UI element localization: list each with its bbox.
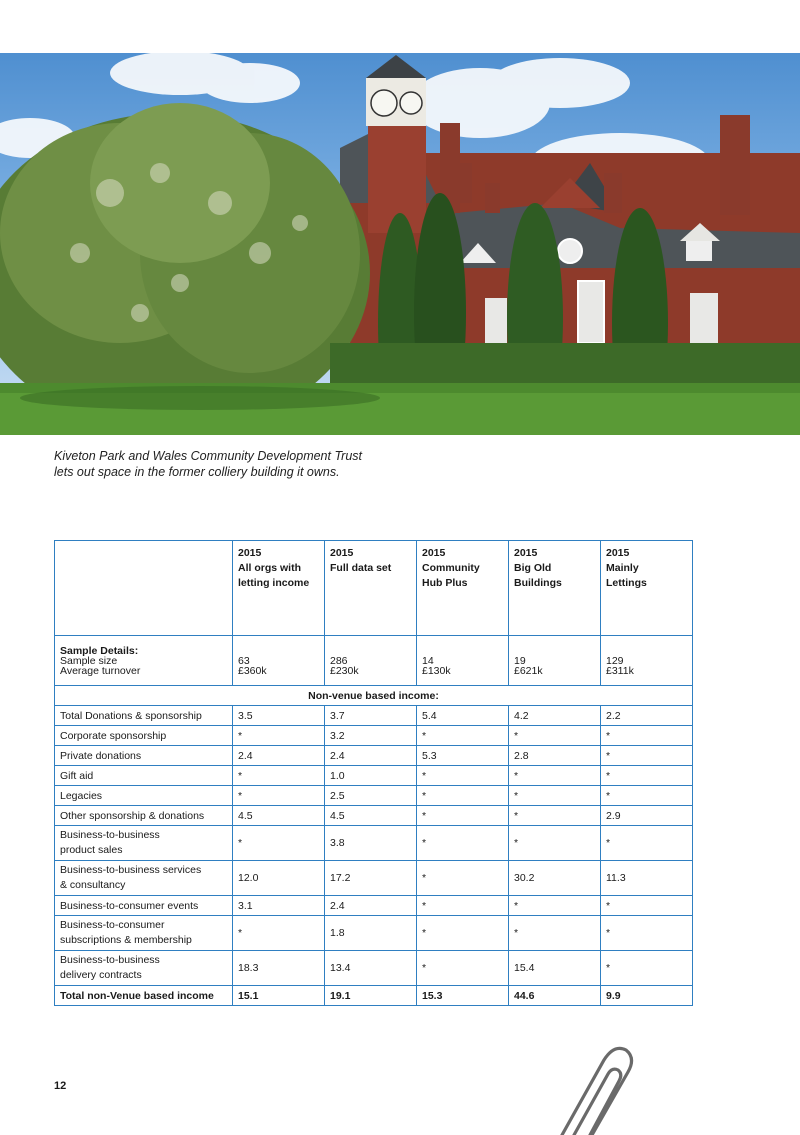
row-value: 3.1: [233, 896, 325, 916]
average-turnover-label: Average turnover: [60, 664, 141, 677]
row-value: *: [509, 826, 601, 861]
column-header: [417, 541, 509, 636]
column-name: Buildings: [514, 577, 562, 589]
row-value: *: [601, 766, 693, 786]
column-header: [233, 541, 325, 636]
column-year: 2015: [514, 547, 538, 559]
table-row: [55, 746, 693, 766]
row-value: 4.2: [509, 706, 601, 726]
column-name: Mainly: [606, 562, 639, 574]
income-table: [54, 540, 692, 1006]
row-value: 2.4: [325, 746, 417, 766]
row-value: 3.2: [325, 726, 417, 746]
row-value: *: [417, 896, 509, 916]
row-value: *: [233, 916, 325, 951]
row-value: 2.5: [325, 786, 417, 806]
row-value: *: [509, 806, 601, 826]
row-value: 2.4: [325, 896, 417, 916]
row-value: *: [601, 826, 693, 861]
row-label-line: & consultancy: [60, 879, 126, 891]
total-value: 15.3: [417, 986, 509, 1006]
row-label: [55, 746, 233, 766]
row-label-line: Corporate sponsorship: [60, 729, 167, 742]
row-value: *: [233, 826, 325, 861]
row-label-line: Business-to-consumer: [60, 919, 165, 931]
row-label: [55, 916, 233, 951]
total-value: 15.1: [233, 986, 325, 1006]
row-value: 12.0: [233, 861, 325, 896]
table-row: [55, 826, 693, 861]
column-year: 2015: [606, 547, 630, 559]
average-turnover: £360k: [238, 664, 267, 677]
row-value: 11.3: [601, 861, 693, 896]
row-value: *: [509, 916, 601, 951]
column-name: Community: [422, 562, 480, 574]
table-header-row: [55, 541, 693, 636]
column-name: Big Old: [514, 562, 552, 574]
photo-kiveton-park-building: [0, 53, 800, 435]
row-value: 1.8: [325, 916, 417, 951]
row-value: *: [509, 896, 601, 916]
row-label-line: Business-to-consumer events: [60, 899, 199, 912]
table-row: [55, 806, 693, 826]
row-value: *: [233, 726, 325, 746]
sample-size-label: Sample size: [60, 654, 118, 667]
row-value: 2.2: [601, 706, 693, 726]
row-value: 13.4: [325, 951, 417, 986]
paperclip-icon: [552, 1040, 636, 1135]
column-name: Full data set: [330, 562, 392, 574]
row-value: *: [417, 916, 509, 951]
sample-cell: [601, 636, 693, 686]
header-empty-cell: [55, 541, 233, 636]
sample-size: 19: [514, 654, 526, 667]
table-row: [55, 916, 693, 951]
row-label-line: Private donations: [60, 749, 142, 762]
row-value: *: [601, 746, 693, 766]
row-value: *: [601, 951, 693, 986]
average-turnover: £230k: [330, 664, 359, 677]
table-row: [55, 951, 693, 986]
row-value: 17.2: [325, 861, 417, 896]
row-value: *: [601, 896, 693, 916]
row-label-line: Other sponsorship & donations: [60, 809, 205, 822]
row-value: *: [509, 766, 601, 786]
row-label-line: product sales: [60, 844, 123, 856]
row-value: *: [601, 916, 693, 951]
row-label-line: Legacies: [60, 789, 103, 802]
average-turnover: £130k: [422, 664, 451, 677]
row-value: 3.7: [325, 706, 417, 726]
row-value: *: [417, 726, 509, 746]
row-value: *: [417, 766, 509, 786]
sample-size: 286: [330, 654, 348, 667]
sample-title: Sample Details:: [60, 644, 139, 657]
row-label: [55, 726, 233, 746]
section-header-row: [55, 686, 693, 706]
column-year: 2015: [238, 547, 262, 559]
sample-cell: [325, 636, 417, 686]
row-value: 18.3: [233, 951, 325, 986]
photo-caption: [54, 448, 474, 480]
column-year: 2015: [330, 547, 354, 559]
table-row: [55, 786, 693, 806]
row-value: *: [417, 951, 509, 986]
caption-line-2: lets out space in the former colliery building it owns.: [54, 465, 340, 479]
row-value: *: [601, 786, 693, 806]
total-value: 19.1: [325, 986, 417, 1006]
sample-details-row: [55, 636, 693, 686]
row-value: 5.4: [417, 706, 509, 726]
row-value: *: [233, 786, 325, 806]
row-label-line: Business-to-business: [60, 954, 160, 966]
row-value: *: [601, 726, 693, 746]
row-value: *: [509, 786, 601, 806]
row-label-line: Gift aid: [60, 769, 94, 782]
row-value: 15.4: [509, 951, 601, 986]
sample-size: 129: [606, 654, 624, 667]
sample-cell: [233, 636, 325, 686]
column-header: [509, 541, 601, 636]
row-value: 30.2: [509, 861, 601, 896]
row-value: 2.8: [509, 746, 601, 766]
row-value: 4.5: [325, 806, 417, 826]
column-year: 2015: [422, 547, 446, 559]
row-label-line: Total Donations & sponsorship: [60, 709, 202, 722]
row-label: [55, 706, 233, 726]
row-label-line: Business-to-business: [60, 829, 160, 841]
row-label: [55, 951, 233, 986]
table-body: [55, 706, 693, 986]
total-label: Total non-Venue based income: [55, 986, 233, 1006]
sample-size: 63: [238, 654, 250, 667]
caption-line-1: Kiveton Park and Wales Community Development Trust: [54, 449, 362, 463]
row-value: *: [509, 726, 601, 746]
column-header: [325, 541, 417, 636]
row-value: 1.0: [325, 766, 417, 786]
row-value: *: [417, 806, 509, 826]
row-label: [55, 766, 233, 786]
column-name: All orgs with: [238, 562, 301, 574]
page-number: 12: [54, 1080, 67, 1092]
row-value: 5.3: [417, 746, 509, 766]
table-row: [55, 706, 693, 726]
sample-details-label: [55, 636, 233, 686]
sample-cell: [417, 636, 509, 686]
row-value: 2.9: [601, 806, 693, 826]
column-name: letting income: [238, 577, 310, 589]
row-label: [55, 786, 233, 806]
sample-cell: [509, 636, 601, 686]
average-turnover: £621k: [514, 664, 543, 677]
average-turnover: £311k: [606, 664, 634, 677]
table-row: [55, 861, 693, 896]
row-value: *: [233, 766, 325, 786]
row-label: [55, 826, 233, 861]
sample-size: 14: [422, 654, 434, 667]
row-value: *: [417, 826, 509, 861]
column-header: [601, 541, 693, 636]
row-label: [55, 896, 233, 916]
row-label-line: subscriptions & membership: [60, 934, 192, 946]
row-value: *: [417, 786, 509, 806]
row-label: [55, 861, 233, 896]
total-row: [55, 986, 693, 1006]
row-label-line: Business-to-business services: [60, 864, 202, 876]
total-value: 9.9: [601, 986, 693, 1006]
section-title: Non-venue based income:: [55, 686, 693, 706]
table-row: [55, 766, 693, 786]
row-label: [55, 806, 233, 826]
row-value: 3.5: [233, 706, 325, 726]
row-value: 4.5: [233, 806, 325, 826]
column-name: Hub Plus: [422, 577, 468, 589]
row-value: 2.4: [233, 746, 325, 766]
column-name: Lettings: [606, 577, 647, 589]
table-row: [55, 896, 693, 916]
table-row: [55, 726, 693, 746]
photo-scene: [0, 53, 800, 435]
row-label-line: delivery contracts: [60, 969, 142, 981]
row-value: 3.8: [325, 826, 417, 861]
row-value: *: [417, 861, 509, 896]
total-value: 44.6: [509, 986, 601, 1006]
